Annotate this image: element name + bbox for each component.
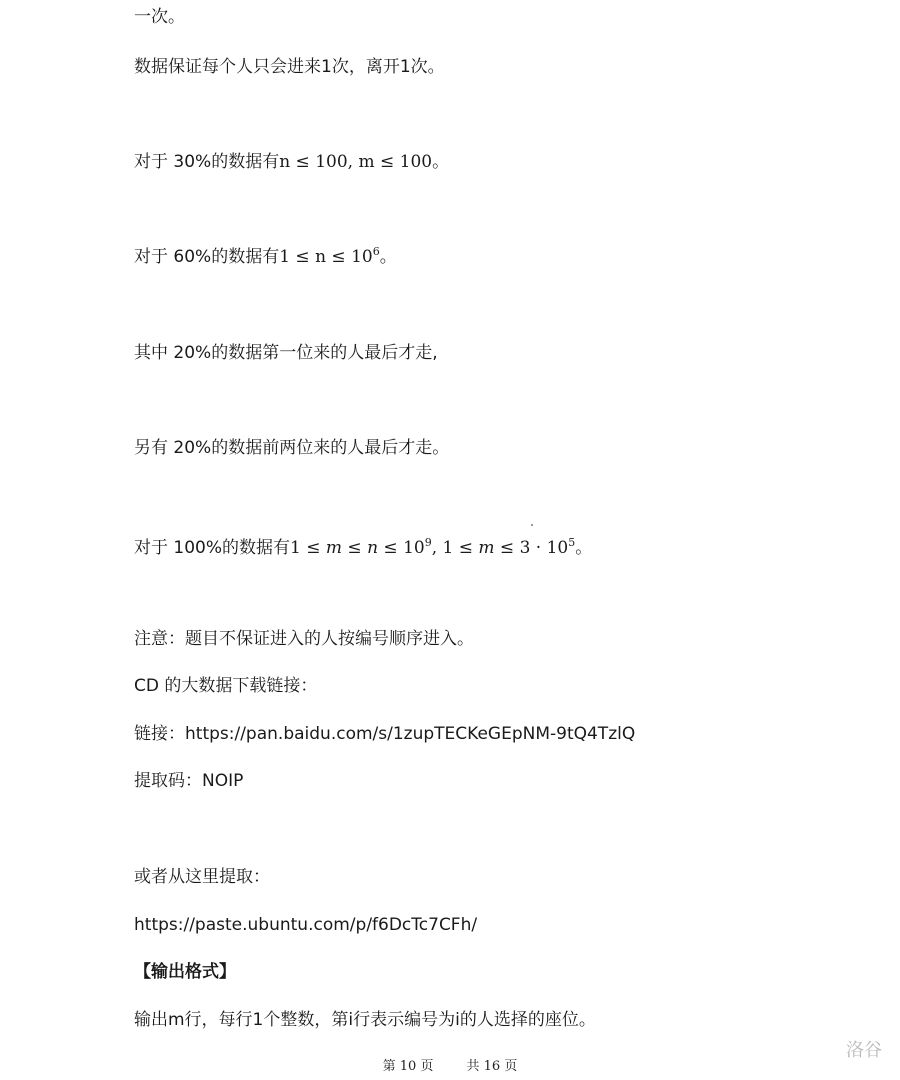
- constraint-30-prefix: 对于 30%的数据有: [134, 152, 280, 172]
- text-line-note: 注意：题目不保证进入的人按编号顺序进入。: [134, 629, 474, 649]
- text-line-alternative: 或者从这里提取：: [134, 867, 270, 887]
- text-line-data-guarantee: 数据保证每个人只会进来1次，离开1次。: [134, 57, 445, 77]
- constraint-30-math: n ≤ 100, m ≤ 100: [279, 152, 433, 172]
- constraint-100-math: $1 \le m \le n \le 10^9$, $1 \le m \le 3 \cdot 10^5$: [290, 536, 576, 558]
- text-line-subtask-first: 其中 20%的数据第一位来的人最后才走,: [134, 343, 438, 363]
- constraint-100-prefix: 对于 100%的数据有: [134, 538, 291, 558]
- text-line-download-title: CD 的大数据下载链接：: [134, 676, 318, 696]
- text-line-ubuntu-link[interactable]: https://paste.ubuntu.com/p/f6DcTc7CFh/: [134, 915, 478, 935]
- text-line-constraint-100: 对于 100%的数据有$1 \le m \le n \le 10^9$, $1 \le m \le 3 \cdot 10^5$。: [134, 536, 593, 558]
- text-line-baidu-link[interactable]: 链接：https://pan.baidu.com/s/1zupTECKeGEpNM-9tQ4TzlQ: [134, 724, 636, 744]
- text-line-output-description: 输出m行，每行1个整数，第i行表示编号为i的人选择的座位。: [134, 1010, 596, 1030]
- constraint-60-math: $1 \le n \le 10^6$: [279, 245, 380, 267]
- text-line-continuation: 一次。: [134, 7, 185, 27]
- text-line-subtask-two: 另有 20%的数据前两位来的人最后才走。: [134, 438, 450, 458]
- constraint-60-prefix: 对于 60%的数据有: [134, 247, 280, 267]
- section-heading-output-format: 【输出格式】: [134, 962, 236, 982]
- text-line-extract-code: 提取码：NOIP: [134, 771, 244, 791]
- stray-dot: [531, 524, 533, 526]
- text-line-constraint-30: 对于 30%的数据有n ≤ 100, m ≤ 100。: [134, 152, 450, 172]
- page-footer: 第 10 页 共 16 页: [382, 1059, 518, 1074]
- watermark-logo: 洛谷: [846, 1040, 882, 1061]
- text-line-constraint-60: 对于 60%的数据有$1 \le n \le 10^6$。: [134, 245, 397, 267]
